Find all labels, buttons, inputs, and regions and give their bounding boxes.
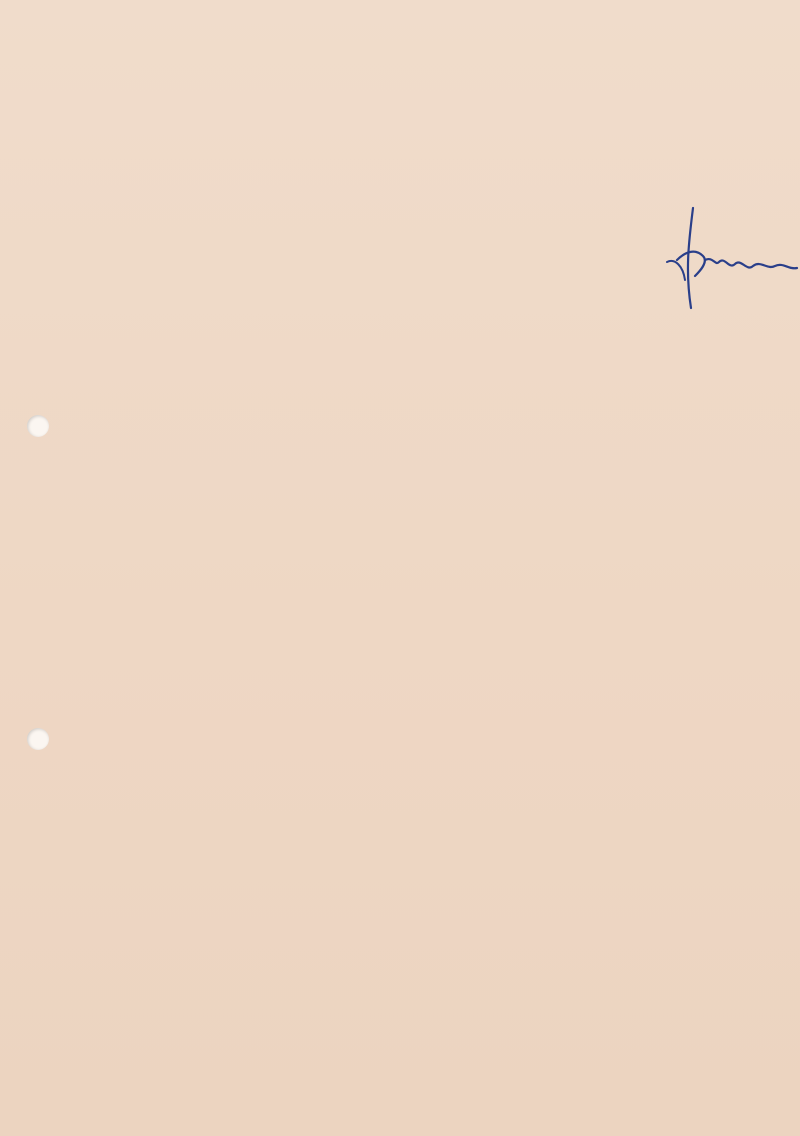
punch-hole-top — [27, 415, 49, 437]
punch-hole-bottom — [27, 728, 49, 750]
signature-image — [655, 200, 800, 320]
